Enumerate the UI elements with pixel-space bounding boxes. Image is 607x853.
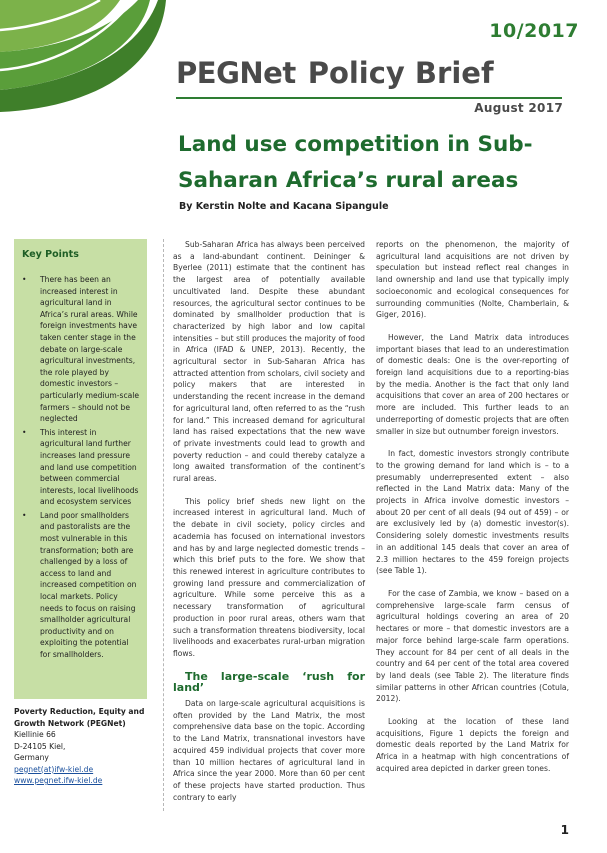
contact-block: [14, 706, 164, 787]
brand-policy-brief: Policy Brief: [307, 56, 494, 90]
bullet-icon: •: [22, 510, 27, 520]
key-points-list: [20, 274, 141, 661]
contact-city: D-24105 Kiel,: [14, 741, 66, 751]
paragraph: reports on the phenomenon, the majority of agricultural land acquisitions are not driven by speculation but instead reflect real changes in land ownership and land use that typically imply socioeconomic and ecological consequences for surrounding communities (Nolte, Chamberlain, & Giger, 2016).: [376, 240, 569, 320]
bullet-icon: •: [22, 427, 27, 437]
contact-org-line-2: Growth Network (PEGNet): [14, 718, 126, 728]
column-divider: [163, 239, 164, 811]
paragraph: However, the Land Matrix data introduces important biases that lead to an underestimation of domestic deals: One is the over-reporting of foreign land acquisitions due to a reporting-bias by the media. Another is the fact that only land acquisitions that cover an area of 200 hectares or more are included. This further leads to an underreporting of domestic projects that are often smaller in size but outnumber foreign investors.: [376, 332, 569, 436]
pegnet-leaf-logo: [0, 0, 170, 115]
contact-web-link[interactable]: www.pegnet.ifw-kiel.de: [14, 776, 103, 785]
brand-title: [176, 56, 494, 96]
key-point-text: There has been an increased interest in agricultural land in Africa’s rural areas. While foreign investments have taken center stage in the debate on large-scale agricultural investments, the role played by domestic investors – particularly medium-scale farmers – should not be neglected: [40, 275, 140, 424]
paragraph: Data on large-scale agricultural acquisitions is often provided by the Land Matrix, the most comprehensive data base on the topic. According to the Land Matrix, transnational investors have acquired 459 individual projects that cover more than 10 million hectares of agricultural land in Africa since the year 2000. More than 60 per cent of these projects have started production. Thus contrary to early: [173, 699, 365, 802]
issue-number: 10/2017: [489, 20, 579, 42]
paragraph: Looking at the location of these land acquisitions, Figure 1 depicts the foreign and domestic deals reported by the Land Matrix for Africa in a heatmap with high concentrations of acquired area depicted in darker green tones.: [376, 717, 569, 773]
key-points-box: [14, 239, 147, 699]
contact-org-line-1: Poverty Reduction, Equity and: [14, 707, 145, 716]
key-point-text: Land poor smallholders and pastoralists are the most vulnerable in this transformation; both are challenged by a loss of access to land and increased competition on local markets. Policy needs to focus on raising smallholder agricultural productivity and on exploiting the potential for smallholders.: [40, 510, 137, 659]
key-point-text: This interest in agricultural land further increases land pressure and land use competition between commercial interests, local livelihoods and ecosystem services: [40, 427, 139, 507]
title-line-2: Saharan Africa’s rural areas: [178, 168, 519, 193]
paragraph: This policy brief sheds new light on the increased interest in agricultural land. Much of the debate in civil society, policy circles and academia has focused on international investors and has by and large neglected domestic trends – which this brief puts to the fore. We show that this renewed interest in agriculture contributes to growing land pressure and commercialization of agriculture. While some perceive this as a necessary transformation of agricultural production in poor rural areas, others warn that such a transformation threatens biodiversity, local livelihoods and exacerbates rural-urban migration flows.: [173, 496, 365, 658]
contact-street: Kiellinie 66: [14, 730, 56, 739]
publication-date: August 2017: [474, 101, 563, 115]
bullet-icon: •: [22, 275, 27, 284]
body-column-2: [376, 239, 569, 786]
authors: By Kerstin Nolte and Kacana Sipangule: [179, 201, 389, 212]
key-point-item: [20, 427, 141, 508]
key-point-item: [20, 510, 141, 661]
key-point-item: [20, 274, 141, 425]
brand-net: Net: [239, 56, 296, 90]
title-line-1: Land use competition in Sub-: [178, 132, 533, 157]
paragraph: Sub-Saharan Africa has always been perceived as a land-abundant continent. Deininger & Byerlee (2011) estimate that the continent has the largest area of potentially available uncultivated land. Despite these abundant resources, the agricultural sector continues to be dominated by smallholder production that is characterized by high labor and low capital intensities – but still produces the majority of food in Africa (IFAD & UNEP, 2013). Recently, the agricultural sector in Sub-Saharan Africa has attracted attention from scholars, civil society and policy makers that are interested in understanding the recent increase in the demand for agricultural land, often referred to as the “rush for land.” This increased demand for agricultural land has raised expectations that the new wave of private investments could lead to growth and poverty reduction – and could thereby catalyze a long awaited transformation of the continent’s rural areas.: [173, 240, 365, 484]
paragraph: In fact, domestic investors strongly contribute to the growing demand for land which is – to a presumably underrepresented extent – also reflected in the Land Matrix data: Many of the projects in Africa involve domestic investors – about 20 per cent of all deals (94 out of 459) – or are exclusively led by (a) domestic investor(s). Considering solely domestic investments results in an additional 145 deals that cover an area of 2.3 million hectares to the 459 foreign projects (see Table 1).: [376, 449, 569, 576]
paragraph: For the case of Zambia, we know – based on a comprehensive large-scale farm census of agricultural holdings covering an area of 20 hectares or more – that domestic investors are a major force behind large-scale farm operations. They account for 84 per cent of all deals in the country and 64 per cent of the total area covered by land deals (see Table 2). The literature finds similar patterns in other African countries (Cotula, 2012).: [376, 588, 569, 704]
contact-country: Germany: [14, 753, 49, 762]
brand-rule: [176, 97, 562, 99]
page-number: 1: [560, 823, 569, 837]
contact-email-link[interactable]: pegnet(at)ifw-kiel.de: [14, 764, 94, 774]
section-heading: The large-scale ‘rush for land’: [173, 669, 365, 695]
body-column-1: [173, 239, 365, 814]
key-points-heading: Key Points: [22, 249, 79, 260]
brand-peg: PEG: [176, 56, 240, 90]
page-title: [178, 127, 578, 199]
